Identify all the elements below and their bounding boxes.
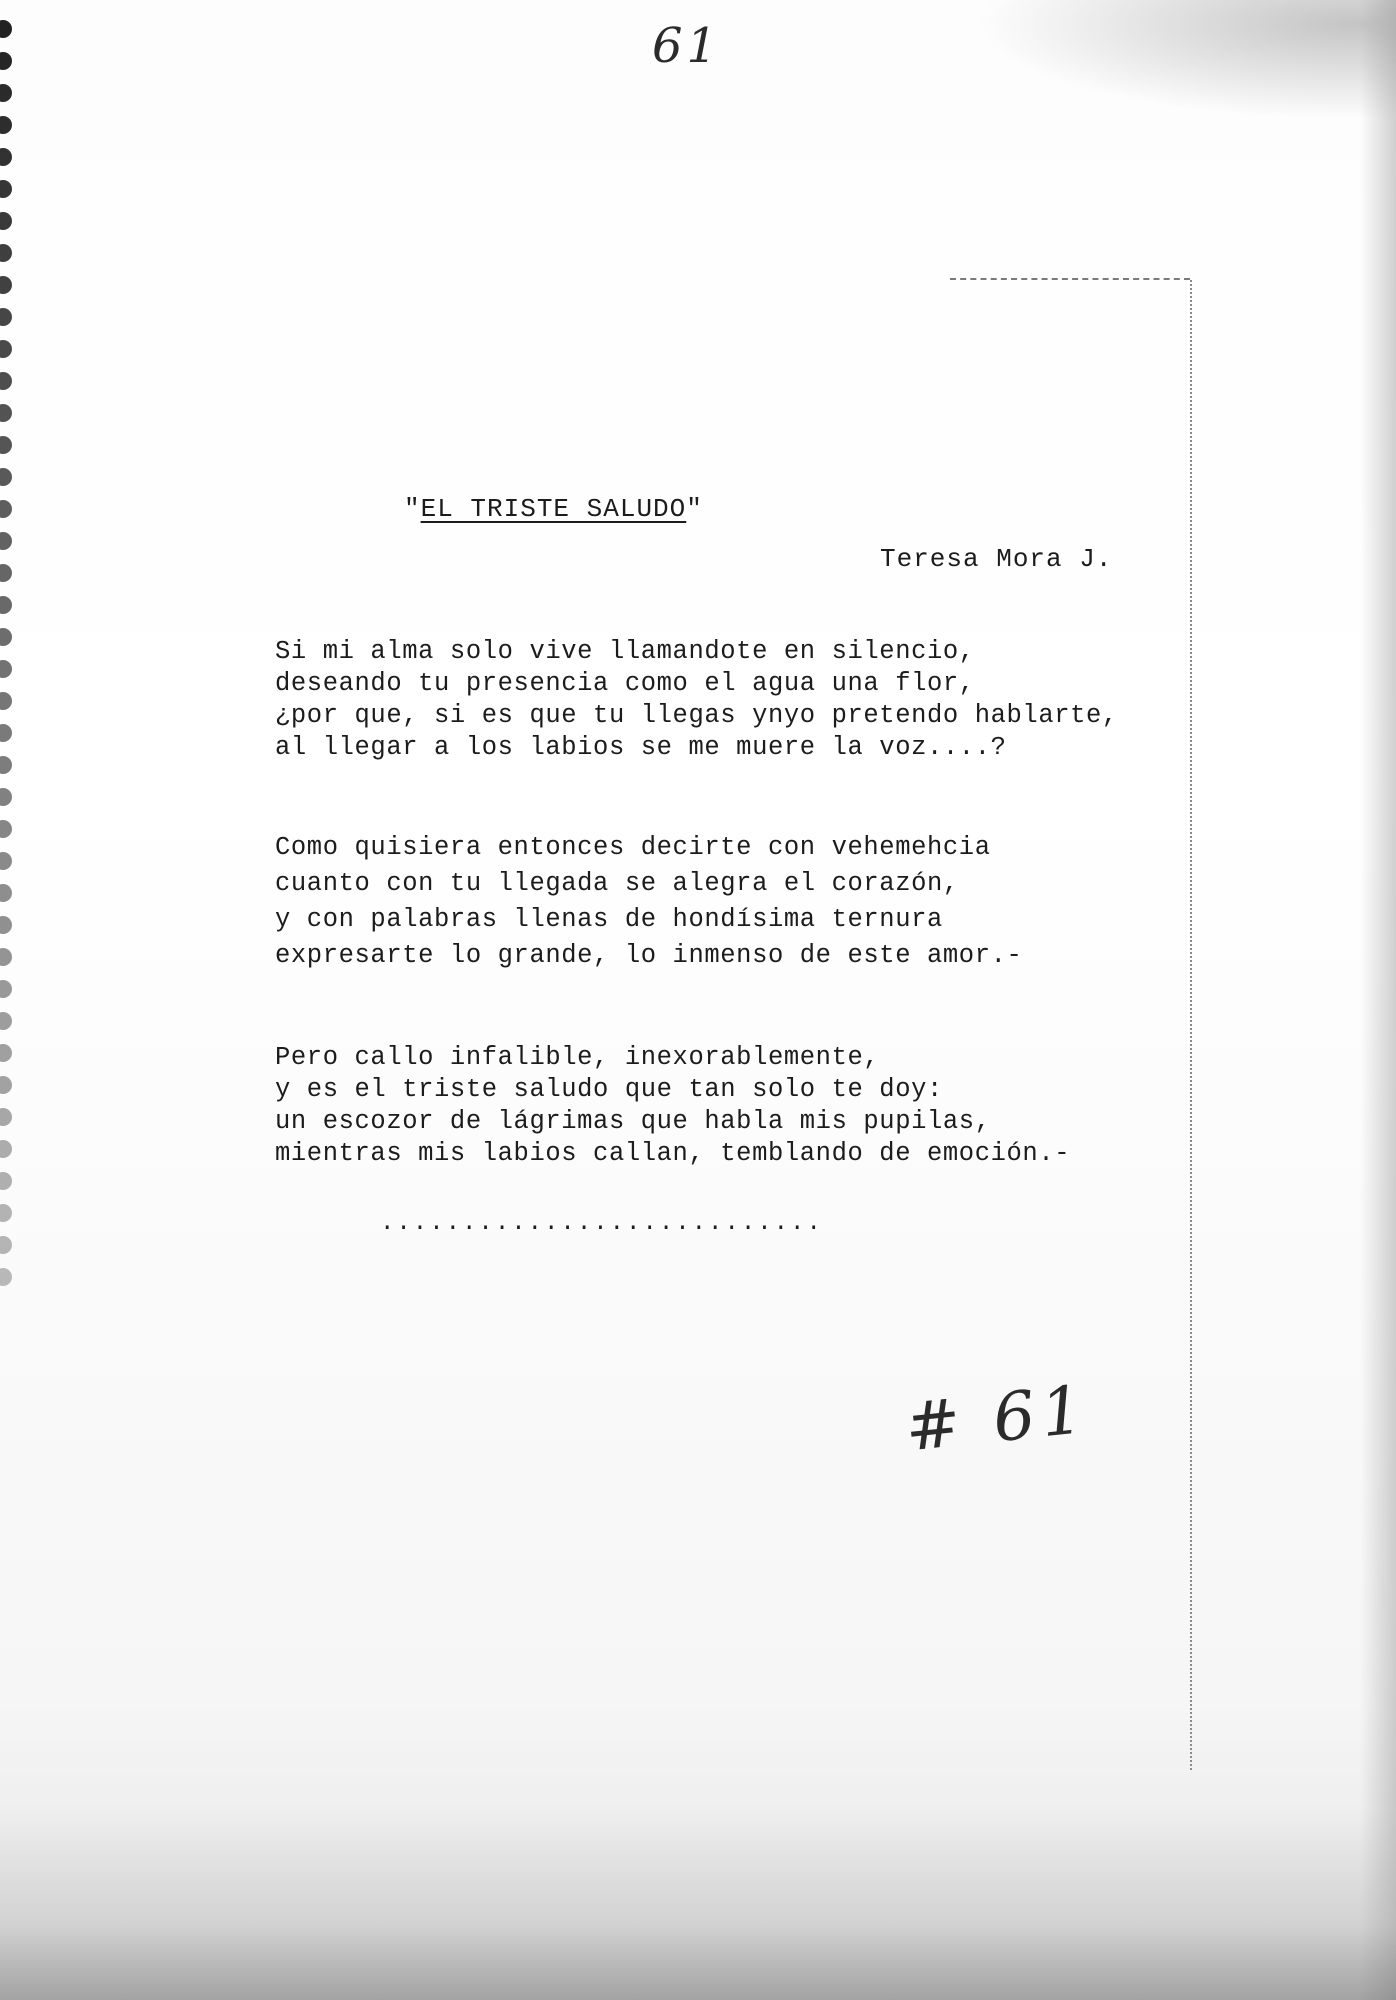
stanza xyxy=(275,830,1022,974)
binding-hole xyxy=(0,1108,12,1126)
title-open-quote: " xyxy=(404,494,421,524)
margin-rule-right xyxy=(1190,280,1192,1770)
binding-hole xyxy=(0,852,12,870)
binding-hole xyxy=(0,84,12,102)
binding-hole xyxy=(0,1236,12,1254)
binding-hole xyxy=(0,692,12,710)
binding-hole xyxy=(0,180,12,198)
binding-hole xyxy=(0,1076,12,1094)
dotted-divider: ........................... xyxy=(380,1210,823,1237)
binding-hole xyxy=(0,756,12,774)
verse-line: y con palabras llenas de hondísima ternura xyxy=(275,905,943,934)
binding-hole xyxy=(0,948,12,966)
verse-line: ¿por que, si es que tu llegas ynyo pretendo hablarte, xyxy=(275,701,1118,730)
binding-hole xyxy=(0,436,12,454)
handwritten-page-number: 61 xyxy=(652,18,722,74)
binding-hole xyxy=(0,276,12,294)
scan-shadow-bottom xyxy=(0,1810,1396,2000)
binding-hole xyxy=(0,884,12,902)
binding-hole xyxy=(0,52,12,70)
verse-line: Si mi alma solo vive llamandote en silencio, xyxy=(275,637,975,666)
scan-shadow-top xyxy=(976,0,1396,120)
verse-line: Como quisiera entonces decirte con vehemehcia xyxy=(275,833,991,862)
binding-hole xyxy=(0,596,12,614)
verse-line: y es el triste saludo que tan solo te doy: xyxy=(275,1075,943,1104)
binding-hole xyxy=(0,468,12,486)
binding-hole xyxy=(0,1268,12,1286)
binding-hole xyxy=(0,724,12,742)
verse-line: al llegar a los labios se me muere la voz....? xyxy=(275,733,1007,762)
binding-hole xyxy=(0,116,12,134)
binding-hole xyxy=(0,564,12,582)
handwritten-archive-number: # 61 xyxy=(901,1370,1093,1467)
binding-hole xyxy=(0,1140,12,1158)
verse-line: un escozor de lágrimas que habla mis pupilas, xyxy=(275,1107,991,1136)
binding-hole xyxy=(0,980,12,998)
binding-holes xyxy=(0,20,16,1300)
binding-hole xyxy=(0,308,12,326)
binding-hole xyxy=(0,1044,12,1062)
stanza xyxy=(275,636,1118,764)
margin-rule-top xyxy=(950,278,1190,280)
verse-line: mientras mis labios callan, temblando de emoción.- xyxy=(275,1139,1071,1168)
binding-hole xyxy=(0,1012,12,1030)
verse-line: expresarte lo grande, lo inmenso de este amor.- xyxy=(275,941,1023,970)
verse-line: cuanto con tu llegada se alegra el corazón, xyxy=(275,869,959,898)
binding-hole xyxy=(0,340,12,358)
binding-hole xyxy=(0,372,12,390)
binding-hole xyxy=(0,532,12,550)
verse-line: deseando tu presencia como el agua una flor, xyxy=(275,669,975,698)
binding-hole xyxy=(0,212,12,230)
binding-hole xyxy=(0,20,12,38)
binding-hole xyxy=(0,1204,12,1222)
binding-hole xyxy=(0,788,12,806)
poem-author: Teresa Mora J. xyxy=(880,544,1113,574)
stanza xyxy=(275,1042,1070,1170)
binding-hole xyxy=(0,628,12,646)
title-close-quote: " xyxy=(686,494,703,524)
title-text: EL TRISTE SALUDO xyxy=(420,494,687,524)
binding-hole xyxy=(0,404,12,422)
verse-line: Pero callo infalible, inexorablemente, xyxy=(275,1043,880,1072)
binding-hole xyxy=(0,916,12,934)
binding-hole xyxy=(0,148,12,166)
binding-hole xyxy=(0,1172,12,1190)
binding-hole xyxy=(0,244,12,262)
binding-hole xyxy=(0,500,12,518)
scan-shadow-right xyxy=(1360,0,1396,2000)
binding-hole xyxy=(0,820,12,838)
binding-hole xyxy=(0,660,12,678)
poem-title xyxy=(404,494,703,524)
